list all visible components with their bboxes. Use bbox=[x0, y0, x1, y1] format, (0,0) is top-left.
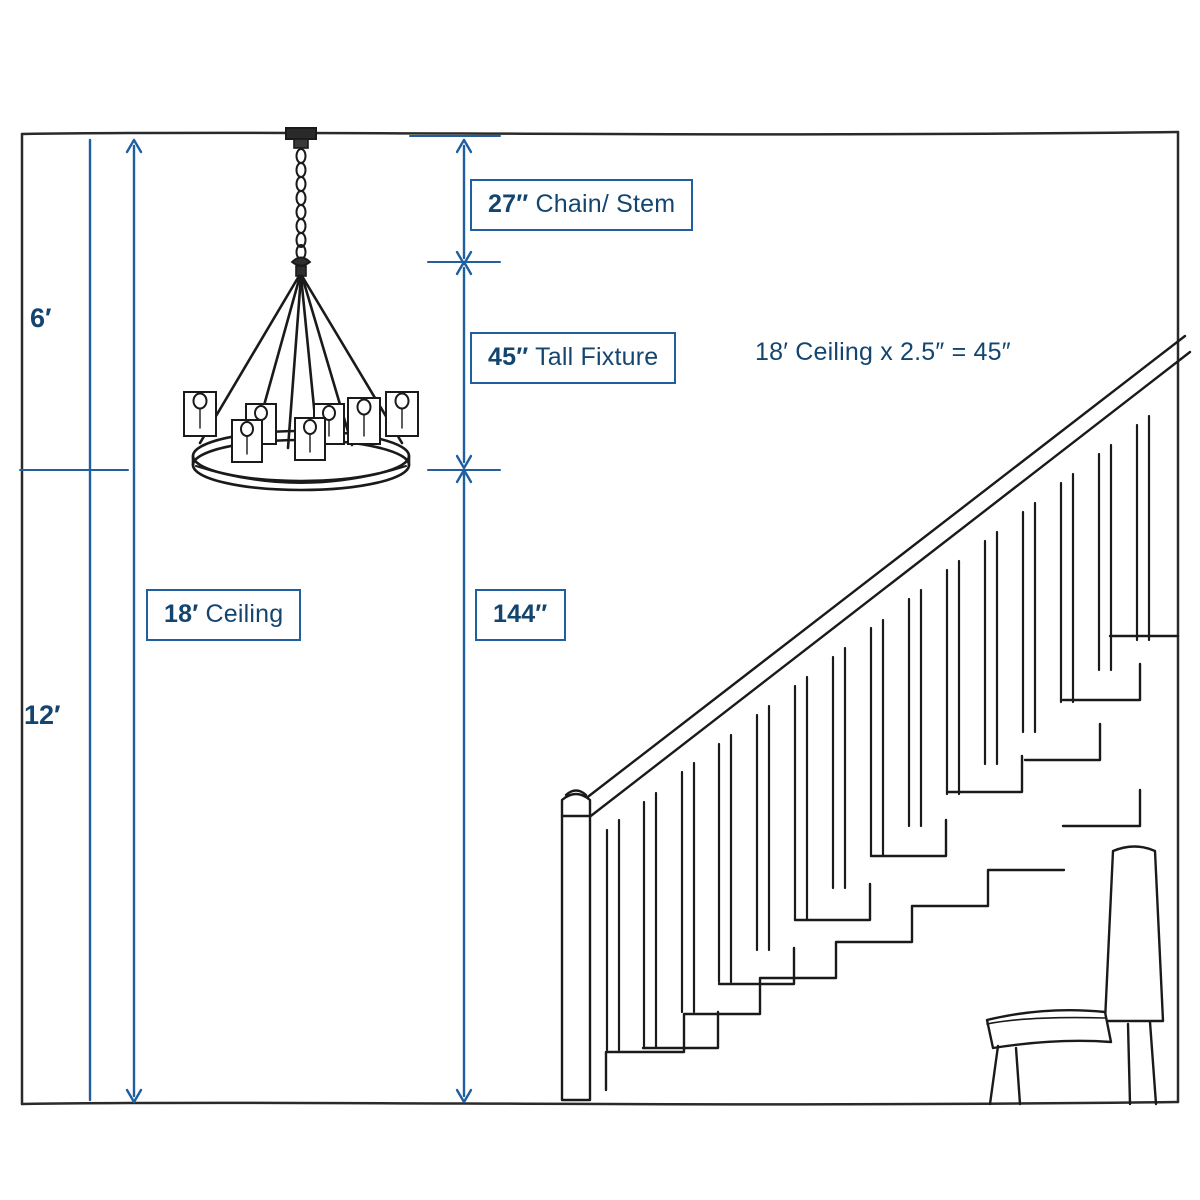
lamps bbox=[184, 392, 418, 462]
chain bbox=[297, 149, 306, 259]
chair-illustration bbox=[987, 847, 1163, 1105]
label-fixture-height bbox=[470, 332, 676, 384]
label-chain-stem bbox=[470, 179, 693, 231]
label-drop-value: 144″ bbox=[493, 600, 548, 628]
label-ceiling-height bbox=[146, 589, 301, 641]
chandelier-illustration bbox=[184, 128, 418, 490]
formula-text: 18′ Ceiling x 2.5″ = 45″ bbox=[755, 338, 1011, 366]
label-fixture-value: 45″ bbox=[488, 343, 529, 371]
label-chain-value: 27″ bbox=[488, 190, 529, 218]
side-measure-upper: 6′ bbox=[30, 303, 52, 333]
label-drop-inches bbox=[475, 589, 566, 641]
side-measure-lower: 12′ bbox=[24, 700, 61, 730]
label-chain-text: Chain/ Stem bbox=[528, 190, 676, 218]
label-ceiling-text: Ceiling bbox=[198, 600, 284, 628]
label-ceiling-value: 18′ bbox=[164, 600, 199, 628]
staircase-illustration bbox=[562, 336, 1190, 1100]
label-fixture-text: Tall Fixture bbox=[528, 343, 659, 371]
